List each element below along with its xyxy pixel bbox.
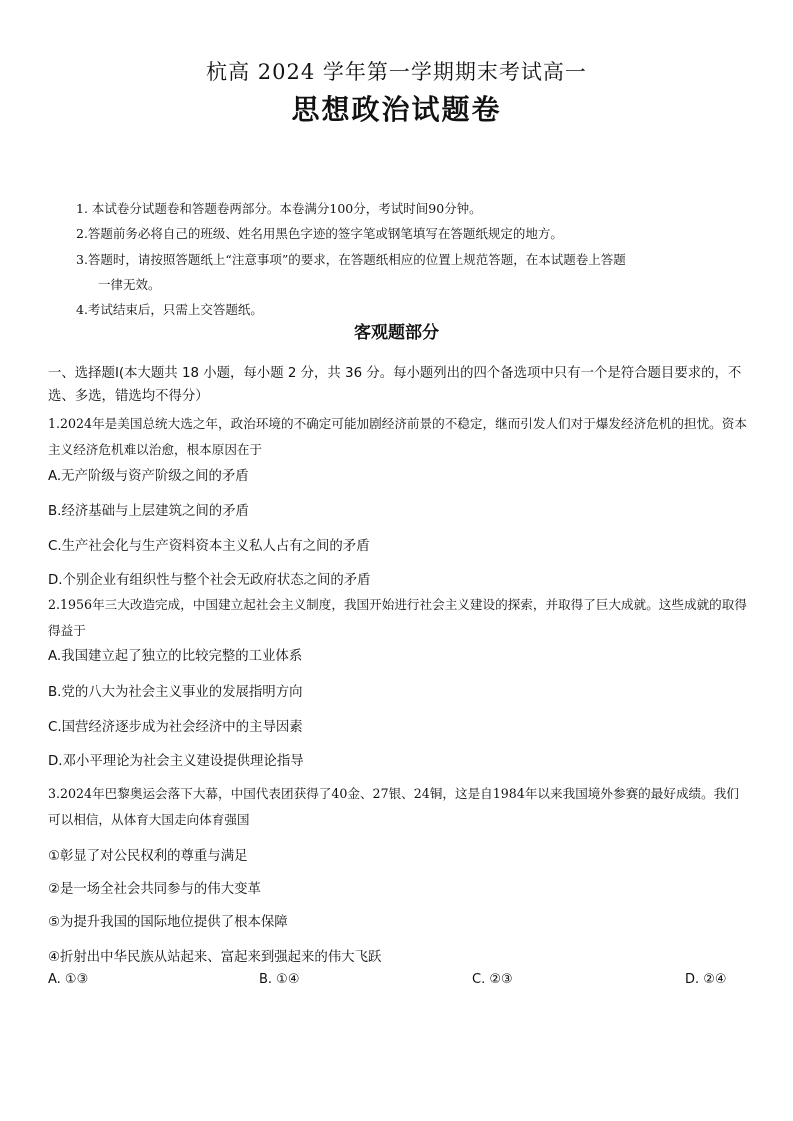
question-2-option-d: D.邓小平理论为社会主义建设提供理论指导 [48,754,304,769]
question-3-statement-3: ⑤为提升我国的国际地位提供了根本保障 [48,915,288,930]
question-2-option-a: A.我国建立起了独立的比较完整的工业体系 [48,649,303,664]
instruction-1: 1. 本试卷分试题卷和答题卷两部分。本卷满分100分，考试时间90分钟。 [76,201,482,216]
question-1-option-d: D.个别企业有组织性与整个社会无政府状态之间的矛盾 [48,573,371,588]
question-3-statement-1: ①彰显了对公民权利的尊重与满足 [48,849,248,864]
instruction-3: 3.答题时，请按照答题纸上“注意事项”的要求，在答题纸相应的位置上规范答题，在本试题卷上答题 [76,251,626,267]
part-intro: 一、选择题Ⅰ(本大题共 18 小题，每小题 2 分，共 36 分。每小题列出的四个备选项中只有一个是符合题目要求的，不选、多选，错选均不得分） [48,366,742,404]
question-3-choice-c: C. ②③ [472,972,513,987]
question-3-choices [48,972,752,994]
exam-title: 杭高 2024 学年第一学期期末考试高一 [206,60,587,84]
question-2-stem: 2.1956年三大改造完成，中国建立起社会主义制度，我国开始进行社会主义建设的探索，并取得了巨大成就。这些成就的取得得益于 [48,597,747,638]
instruction-2: 2.答题前务必将自己的班级、姓名用黑色字迹的签字笔或钢笔填写在答题纸规定的地方。 [76,226,563,242]
question-1-option-b: B.经济基础与上层建筑之间的矛盾 [48,504,249,519]
question-1-stem: 1.2024年是美国总统大选之年，政治环境的不确定可能加剧经济前景的不稳定，继而引发人们对于爆发经济危机的担忧。资本主义经济危机难以治愈，根本原因在于 [48,416,747,457]
question-1-option-c: C.生产社会化与生产资料资本主义私人占有之间的矛盾 [48,539,370,554]
question-2-option-c: C.国营经济逐步成为社会经济中的主导因素 [48,720,303,735]
instruction-4: 4.考试结束后，只需上交答题纸。 [76,302,263,318]
paper-title: 思想政治试题卷 [291,93,502,126]
question-2-option-b: B.党的八大为社会主义事业的发展指明方向 [48,685,303,700]
question-3-statement-4: ④折射出中华民族从站起来、富起来到强起来的伟大飞跃 [48,950,382,965]
question-3-statement-2: ②是一场全社会共同参与的伟大变革 [48,882,261,897]
question-3-choice-a: A. ①③ [48,972,89,987]
section-title: 客观题部分 [354,323,439,343]
instruction-3-continued: 一律无效。 [98,276,161,292]
question-3-choice-b: B. ①④ [259,972,300,987]
question-3-stem: 3.2024年巴黎奥运会落下大幕，中国代表团获得了40金、27银、24铜，这是自1984年以来我国境外参赛的最好成绩。我们可以相信，从体育大国走向体育强国 [48,786,739,827]
instructions [76,196,752,322]
question-3-choice-d: D. ②④ [685,972,727,987]
question-1-option-a: A.无产阶级与资产阶级之间的矛盾 [48,469,249,484]
